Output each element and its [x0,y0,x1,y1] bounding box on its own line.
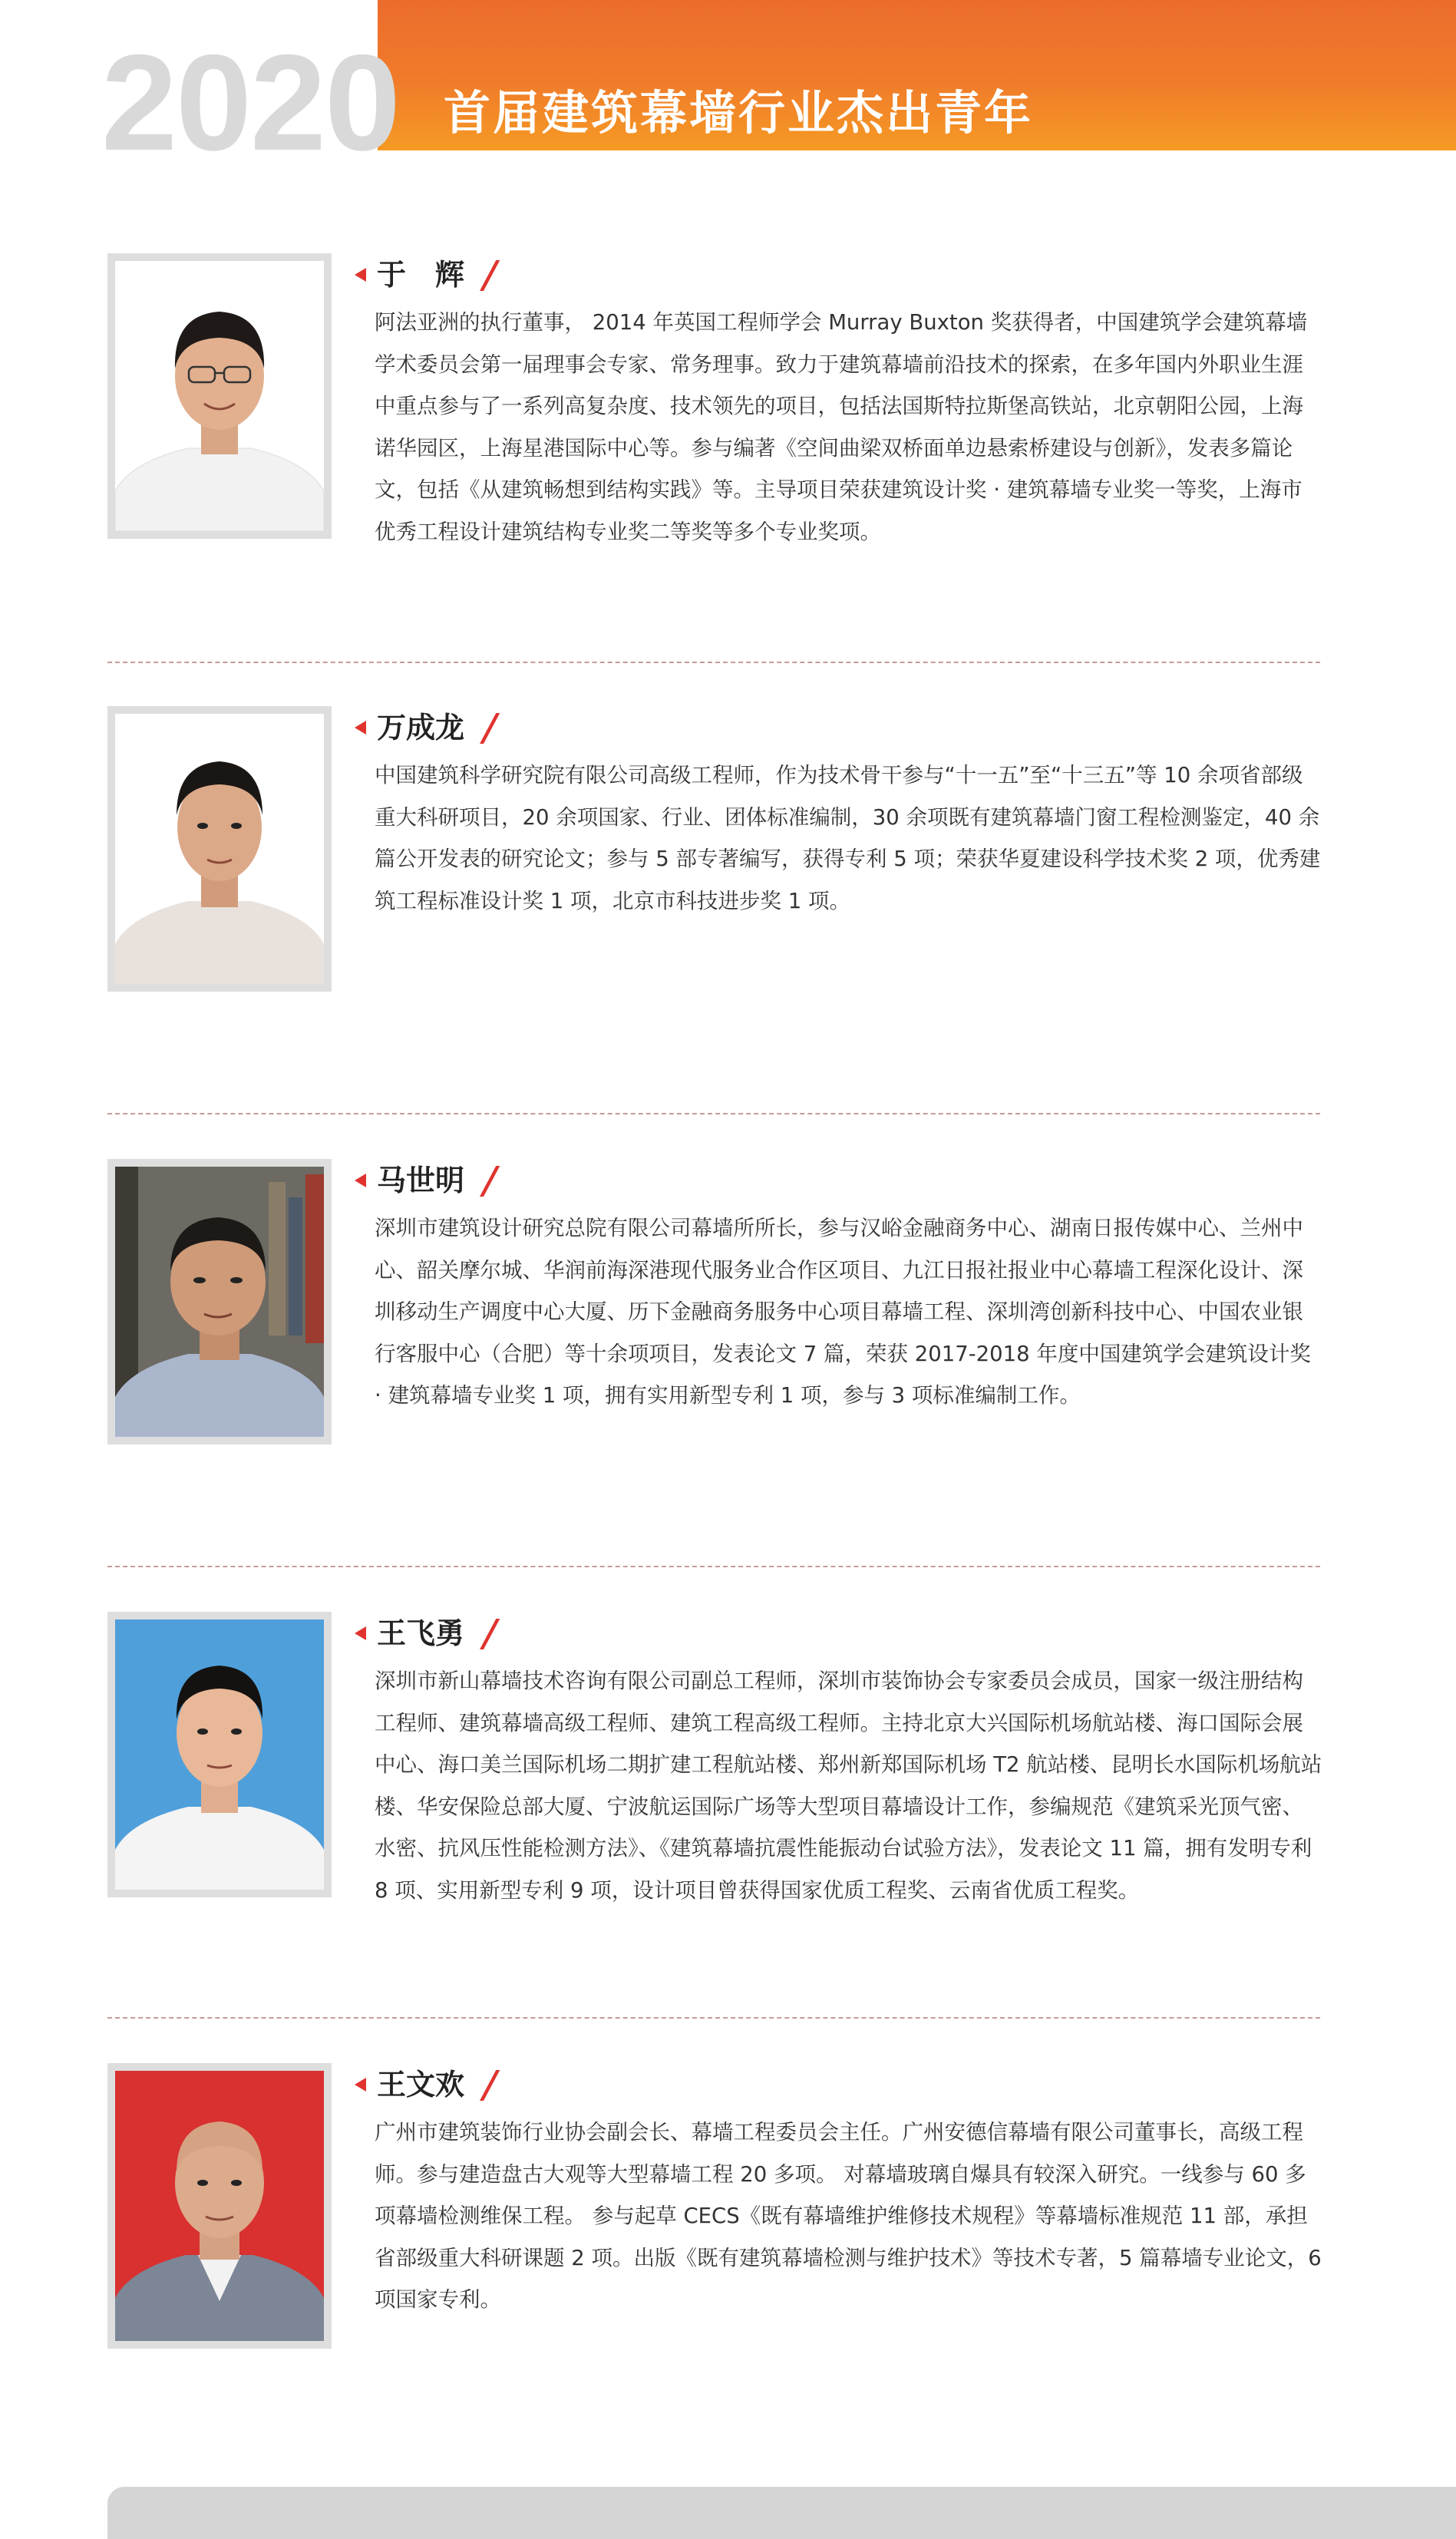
slash-accent-icon [477,260,484,289]
portrait-image [115,2071,324,2341]
portrait-image [115,714,324,984]
person-bio: 阿法亚洲的执行董事， 2014 年英国工程师学会 Murray Buxton 奖获得者，中国建筑学会建筑幕墙学术委员会第一届理事会专家、常务理事。致力于建筑幕墙前沿技术的探索，在多年国内外职业生涯中重点参与了一系列高复杂度、技术领先的项目，包括法国斯特拉斯堡高铁站，北京朝阳公园，上海诺华园区，上海星港国际中心等。参与编著《空间曲梁双桥面单边悬索桥建设与创新》，发表多篇论文，包括《从建筑畅想到结构实践》等。主导项目荣获建筑设计奖 · 建筑幕墙专业奖一等奖，上海市优秀工程设计建筑结构专业奖二等奖等多个专业奖项。 [375,310,1308,544]
eye-left [197,2180,208,2186]
bookshelf-book [305,1174,324,1343]
name-row [355,706,484,749]
page-title: 首届建筑幕墙行业杰出青年 [444,86,1034,140]
person-bio: 深圳市新山幕墙技术咨询有限公司副总工程师，深圳市装饰协会专家委员会成员，国家一级注册结构工程师、建筑幕墙高级工程师、建筑工程高级工程师。主持北京大兴国际机场航站楼、海口国际会展中心、海口美兰国际机场二期扩建工程航站楼、郑州新郑国际机场 T2 航站楼、昆明长水国际机场航站楼、华安保险总部大厦、宁波航运国际广场等大型项目幕墙设计工作，参编规范《建筑采光顶气密、水密、抗风压性能检测方法》、《建筑幕墙抗震性能振动台试验方法》，发表论文 11 篇，拥有发明专利 8 项、实用新型专利 9 项，设计项目曾获得国家优质工程奖、云南省优质工程奖。 [375,1669,1322,1903]
name-row [355,253,484,296]
triangle-marker-icon [355,1626,366,1640]
eye-right [231,823,242,829]
slash-accent-icon [477,2070,484,2099]
portrait-image [115,1167,324,1437]
portrait-image [115,1619,324,1890]
name-row [355,2063,484,2106]
header-year: 2020 [101,26,399,179]
dashed-divider [107,1566,1320,1567]
slash-accent-icon [477,713,484,742]
portrait-photo [107,706,332,992]
slash-accent-icon [477,1166,484,1195]
person-name: 王文欢 [377,2068,465,2102]
dashed-divider [107,662,1320,663]
person-bio: 广州市建筑装饰行业协会副会长、幕墙工程委员会主任。广州安德信幕墙有限公司董事长，高级工程师。参与建造盘古大观等大型幕墙工程 20 多项。 对幕墙玻璃自爆具有较深入研究。一线参与 60 多项幕墙检测维保工程。 参与起草 CECS《既有幕墙维护维修技术规程》等幕墙标准规范 11 部，承担省部级重大科研课题 2 项。出版《既有建筑幕墙检测与维护技术》等技术专著，5 篇幕墙专业论文，6 项国家专利。 [375,2120,1322,2312]
triangle-marker-icon [355,1174,366,1187]
footer-bar [107,2487,1456,2539]
name-row [355,1159,484,1202]
portrait-photo [107,253,332,539]
dashed-divider [107,2017,1320,2019]
dashed-divider [107,1113,1320,1114]
name-row [355,1612,484,1655]
slash-accent-icon [477,1619,484,1648]
person-name: 于 辉 [377,258,465,292]
eye-left [197,823,208,829]
bookshelf-book [289,1197,302,1336]
person-bio: 深圳市建筑设计研究总院有限公司幕墙所所长，参与汉峪金融商务中心、湖南日报传媒中心、兰州中心、韶关摩尔城、华润前海深港现代服务业合作区项目、九江日报社报业中心幕墙工程深化设计、深圳移动生产调度中心大厦、历下金融商务服务中心项目幕墙工程、深圳湾创新科技中心、中国农业银行客服中心（合肥）等十余项项目，发表论文 7 篇，荣获 2017-2018 年度中国建筑学会建筑设计奖 · 建筑幕墙专业奖 1 项，拥有实用新型专利 1 项，参与 3 项标准编制工作。 [375,1216,1311,1408]
portrait-photo [107,1612,332,1897]
portrait-photo [107,2063,332,2349]
bookshelf-book [269,1182,286,1336]
person-name: 马世明 [377,1164,465,1197]
portrait-image [115,261,324,531]
triangle-marker-icon [355,268,366,282]
eye-left [193,1277,206,1283]
eye-right [231,1728,242,1735]
eye-right [230,1277,243,1283]
person-name: 万成龙 [377,711,465,745]
eye-right [231,2180,242,2186]
person-bio: 中国建筑科学研究院有限公司高级工程师，作为技术骨干参与“十一五”至“十三五”等 10 余项省部级重大科研项目，20 余项国家、行业、团体标准编制，30 余项既有建筑幕墙门窗工程检测鉴定，40 余篇公开发表的研究论文；参与 5 部专著编写，获得专利 5 项；荣获华夏建设科学技术奖 2 项，优秀建筑工程标准设计奖 1 项，北京市科技进步奖 1 项。 [375,763,1321,913]
person-name: 王飞勇 [377,1616,465,1650]
eye-left [197,1728,208,1735]
portrait-photo [107,1159,332,1444]
triangle-marker-icon [355,721,366,735]
triangle-marker-icon [355,2078,366,2092]
